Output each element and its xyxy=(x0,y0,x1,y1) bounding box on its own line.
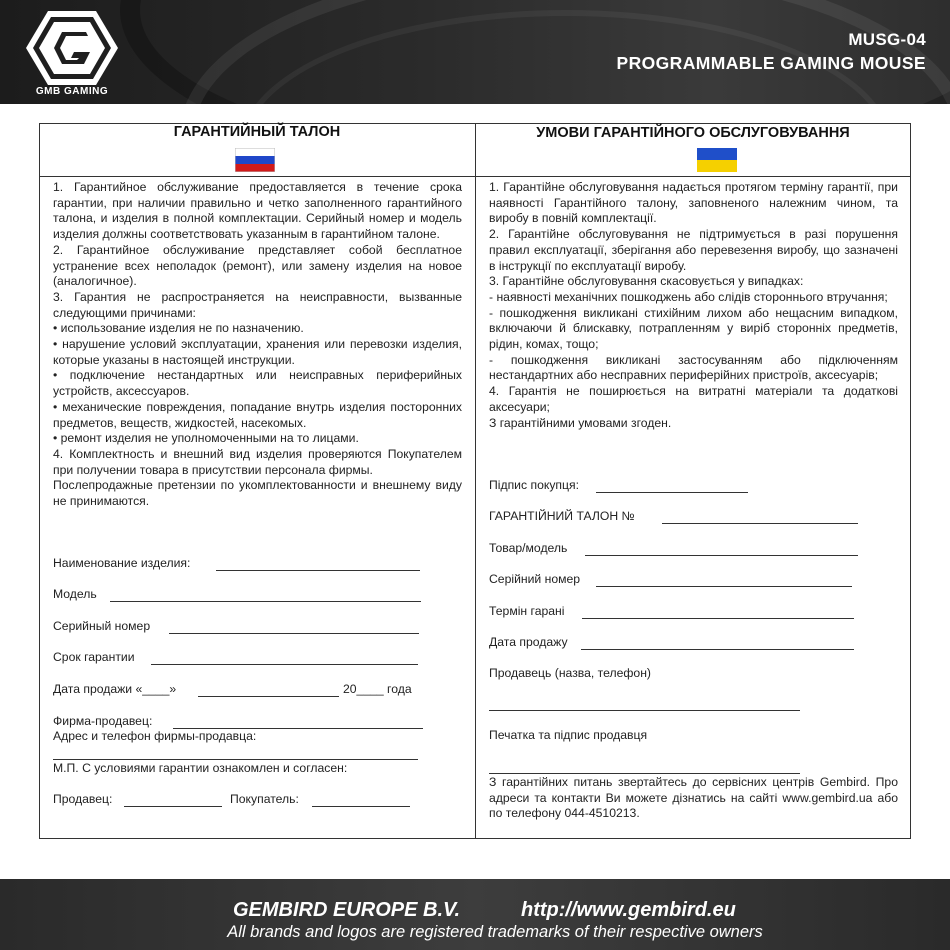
column-divider xyxy=(475,123,476,839)
ru-term-paragraph: Послепродажные претензии по укомплектованности и внешнему виду не принимаются. xyxy=(53,478,462,509)
flag-ukraine-icon xyxy=(697,148,737,172)
ru-warranty-period-field[interactable] xyxy=(151,664,418,665)
ru-term-paragraph: • нарушение условий эксплуатации, хранения или перевозки изделия, которые указаны в настоящей инструкции. xyxy=(53,337,462,367)
ru-buyer-field[interactable] xyxy=(312,806,410,807)
ru-serial-field[interactable] xyxy=(169,633,419,634)
ru-product-name-label: Наименование изделия: xyxy=(53,556,191,570)
ua-term-paragraph: 2. Гарантійне обслуговування не підтримується в разі порушення правил експлуатації, зберігання або перевезення виробу, що зазначені в інструкції по експлуатації виробу. xyxy=(489,227,898,273)
ua-term-paragraph: - наявності механічних пошкоджень або слідів стороннього втручання; xyxy=(489,289,888,304)
ua-column-title: УМОВИ ГАРАНТІЙНОГО ОБСЛУГОВУВАННЯ xyxy=(536,125,850,141)
ua-warranty-terms xyxy=(489,180,898,431)
ua-buyer-signature-label: Підпис покупця: xyxy=(489,478,579,492)
ru-model-field[interactable] xyxy=(110,601,421,602)
ru-seller-address-field[interactable] xyxy=(53,759,418,760)
ua-sale-date-label: Дата продажу xyxy=(489,635,568,649)
ua-service-note xyxy=(489,775,898,822)
logo-text: GMB GAMING xyxy=(35,86,109,97)
ua-product-model-field[interactable] xyxy=(585,555,858,556)
ru-term-paragraph: 1. Гарантийное обслуживание предоставляется в течение срока гарантии, при наличии правильно и четко заполненного гарантийного талона, и изделия в полной комплектации. Серийный номер и модель изделия должны соответствовать указанным в гарантийном талоне. xyxy=(53,180,462,242)
ua-term-paragraph: 1. Гарантійне обслуговування надається протягом терміну гарантії, при наявності Гарантійного талону, заповненого належним чином, та виробу в повній комплектації. xyxy=(489,180,898,226)
ua-warranty-card-no-label: ГАРАНТІЙНИЙ ТАЛОН № xyxy=(489,509,635,523)
ru-sale-date-field[interactable] xyxy=(198,696,339,697)
ru-term-paragraph: 4. Комплектность и внешний вид изделия проверяются Покупателем при получении товара в присутствии персонала фирмы. xyxy=(53,446,462,477)
gmb-hexagon-icon xyxy=(24,8,120,88)
ua-term-paragraph: - пошкодження викликані застосуванням або підключенням нестандартних або несправних периферійних пристроїв, аксесуарів; xyxy=(489,352,898,383)
ua-seller-contact-label: Продавець (назва, телефон) xyxy=(489,666,651,680)
ua-term-paragraph: 3. Гарантійне обслуговування скасовується у випадках: xyxy=(489,274,804,289)
ru-model-label: Модель xyxy=(53,587,97,601)
ru-warranty-terms xyxy=(53,180,462,510)
ua-seller-stamp-field[interactable] xyxy=(489,773,800,774)
ru-product-name-field[interactable] xyxy=(216,570,420,571)
ru-stamp-agree-label: М.П. С условиями гарантии ознакомлен и согласен: xyxy=(53,761,348,775)
ua-product-model-label: Товар/модель xyxy=(489,541,568,555)
header-banner xyxy=(0,0,950,104)
ru-serial-label: Серийный номер xyxy=(53,619,151,633)
ua-term-paragraph: - пошкодження викликані стихійним лихом або нещасним випадком, включаючи й блискавку, потрапленням у виріб сторонніх предметів, рідин, комах, тощо; xyxy=(489,305,898,352)
ru-buyer-label: Покупатель: xyxy=(230,792,299,806)
ru-term-paragraph: • ремонт изделия не уполномоченными на то лицами. xyxy=(53,431,359,446)
ua-term-paragraph: З гарантійними умовами згоден. xyxy=(489,415,672,430)
model-code: MUSG-04 xyxy=(848,30,926,49)
ru-warranty-period-label: Срок гарантии xyxy=(53,650,135,664)
ru-seller-company-label: Фирма-продавец: xyxy=(53,714,153,728)
ru-term-paragraph: 2. Гарантийное обслуживание представляет собой бесплатное устранение всех неполадок (ремонт), или замену изделия на новое (аналогичное). xyxy=(53,242,462,289)
ua-buyer-signature-field[interactable] xyxy=(596,492,748,493)
ru-term-paragraph: 3. Гарантия не распространяется на неисправности, вызванные следующими причинами: xyxy=(53,289,462,320)
company-name: GEMBIRD EUROPE B.V. xyxy=(233,899,461,921)
ru-sale-year-label: 20____ года xyxy=(343,682,412,696)
ru-term-paragraph: • использование изделия не по назначению. xyxy=(53,321,304,336)
ua-warranty-card-no-field[interactable] xyxy=(662,523,858,524)
ua-term-paragraph: 4. Гарантія не поширюється на витратні матеріали та додаткові аксесуари; xyxy=(489,384,898,414)
header-row-divider xyxy=(39,176,911,177)
ua-service-note-text: З гарантійних питань звертайтесь до сервісних центрів Gembird. Про адреси та контакти Ви можете дізнатись на сайті www.gembird.ua або по телефону 044-4510213. xyxy=(489,775,898,821)
footer-banner xyxy=(0,879,950,950)
ua-serial-field[interactable] xyxy=(596,586,852,587)
ru-column-title: ГАРАНТИЙНЫЙ ТАЛОН xyxy=(173,124,341,140)
company-url[interactable]: http://www.gembird.eu xyxy=(521,899,736,921)
ru-seller-field[interactable] xyxy=(124,806,222,807)
flag-russia-icon xyxy=(235,148,275,172)
product-name: PROGRAMMABLE GAMING MOUSE xyxy=(616,53,926,73)
ua-sale-date-field[interactable] xyxy=(581,649,854,650)
ua-seller-contact-field[interactable] xyxy=(489,710,800,711)
ru-term-paragraph: • подключение нестандартных или неисправных периферийных устройств, аксессуаров. xyxy=(53,368,462,399)
ua-seller-stamp-label: Печатка та підпис продавця xyxy=(489,728,648,742)
ru-seller-label: Продавец: xyxy=(53,792,113,806)
ru-seller-address-label: Адрес и телефон фирмы-продавца: xyxy=(53,729,257,743)
ua-warranty-term-field[interactable] xyxy=(582,618,854,619)
ru-sale-date-label: Дата продажи «____» xyxy=(53,682,177,696)
gmb-gaming-logo xyxy=(20,8,124,100)
ru-term-paragraph: • механические повреждения, попадание внутрь изделия посторонних предметов, веществ, жидкостей, насекомых. xyxy=(53,399,462,430)
trademark-notice: All brands and logos are registered trademarks of their respective owners xyxy=(227,923,763,941)
ua-warranty-term-label: Термін гарані xyxy=(489,604,565,618)
ua-serial-label: Серійний номер xyxy=(489,572,581,586)
